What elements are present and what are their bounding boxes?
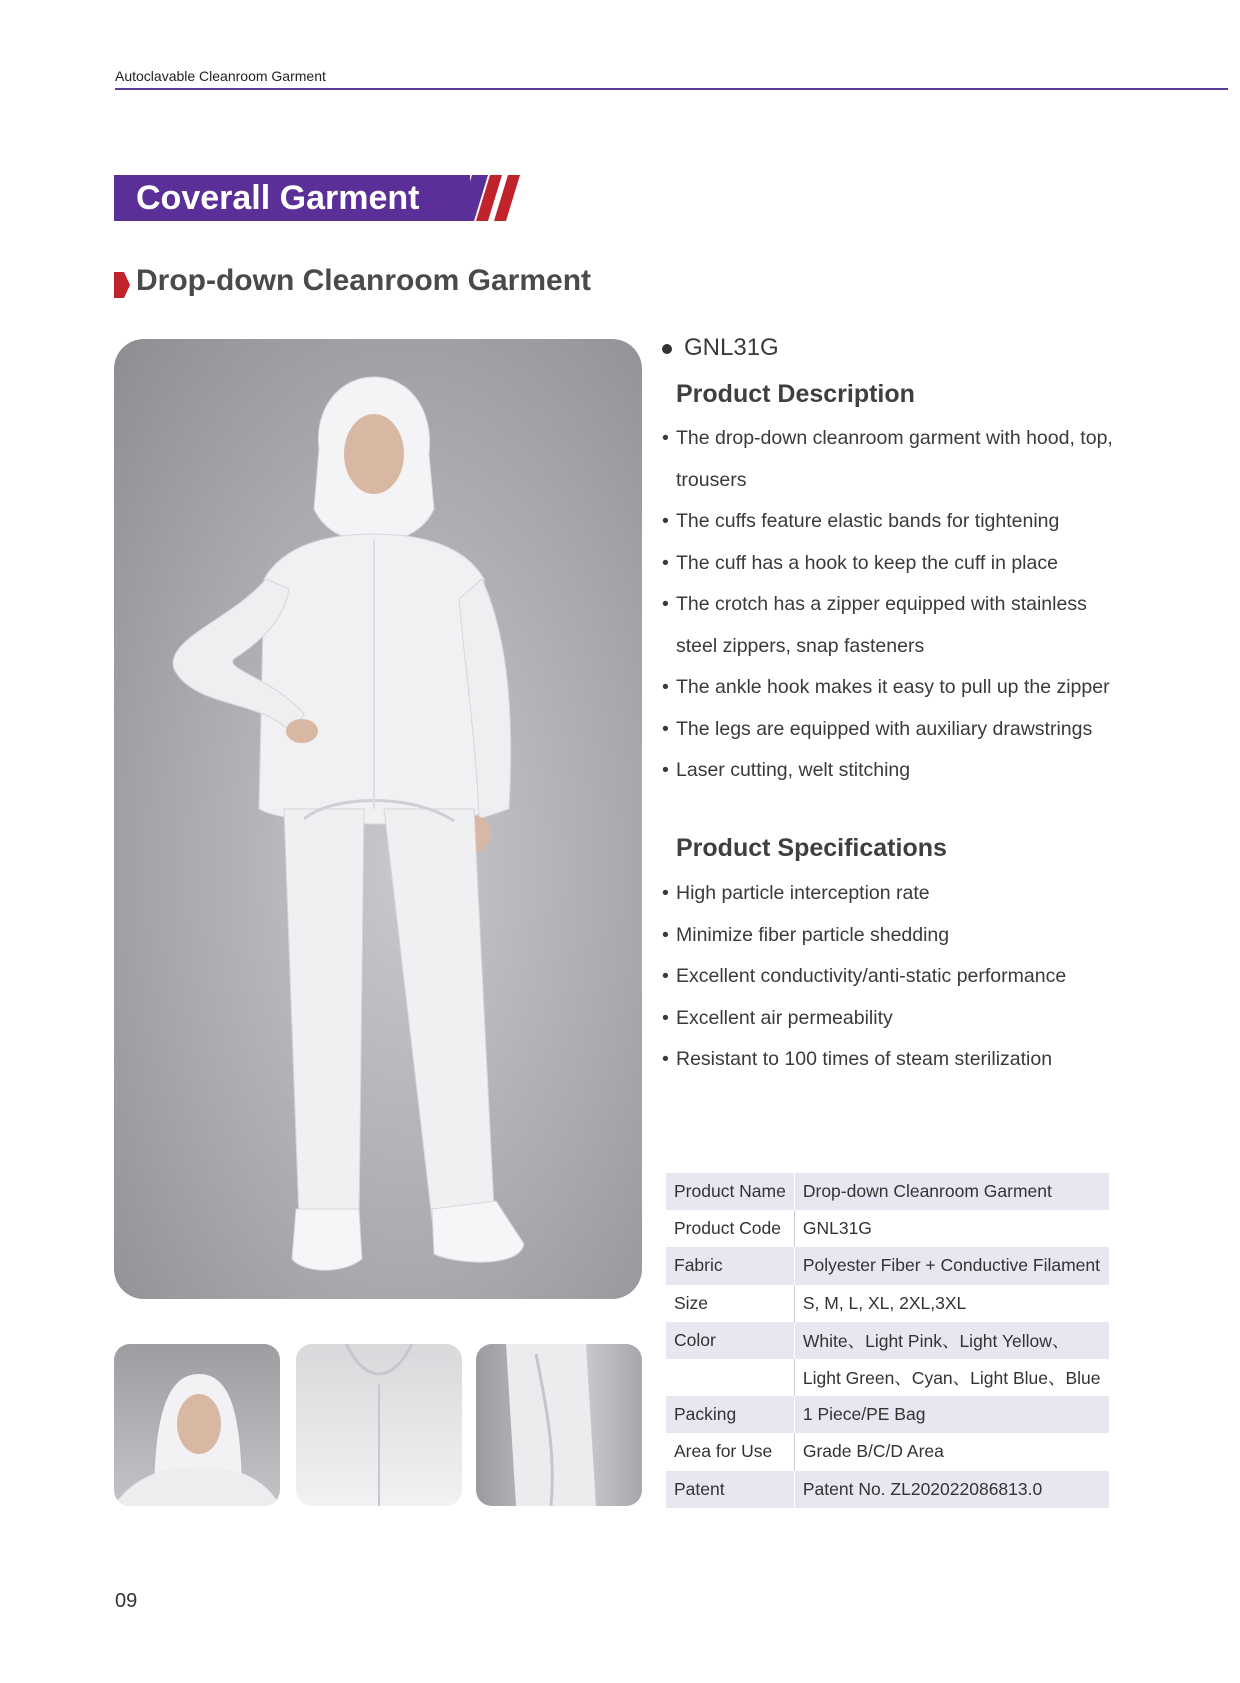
product-code-bullet (662, 344, 672, 354)
specifications-heading: Product Specifications (676, 834, 947, 862)
header-rule (115, 88, 1228, 90)
zipper-detail-graphic (296, 1344, 462, 1506)
table-key: Packing (666, 1396, 794, 1433)
table-key: Area for Use (666, 1433, 794, 1470)
coverall-figure (114, 339, 642, 1299)
table-value: S, M, L, XL, 2XL,3XL (802, 1292, 967, 1313)
table-key: Fabric (666, 1247, 794, 1284)
thumbnail-leg-detail (476, 1344, 642, 1506)
hood-detail-graphic (114, 1344, 280, 1506)
table-value: 1 Piece/PE Bag (794, 1396, 1108, 1433)
description-item: • The cuff has a hook to keep the cuff in place (662, 543, 1113, 585)
description-item: • The drop-down cleanroom garment with hood, top, (662, 418, 1113, 460)
product-code: GNL31G (684, 334, 779, 361)
description-item: • The legs are equipped with auxiliary drawstrings (662, 709, 1113, 751)
table-value: Polyester Fiber + Conductive Filament (794, 1247, 1108, 1284)
table-row (666, 1173, 1109, 1210)
description-item-continuation: steel zippers, snap fasteners (676, 634, 925, 657)
description-heading: Product Description (676, 380, 915, 408)
page-number: 09 (115, 1590, 138, 1612)
table-value: Light Green、Cyan、Light Blue、Blue (802, 1368, 1101, 1389)
table-value: Grade B/C/D Area (802, 1441, 944, 1462)
table-row (666, 1471, 1109, 1508)
table-row (666, 1247, 1109, 1284)
main-product-photo (114, 339, 642, 1299)
table-key: Color (666, 1322, 794, 1359)
description-list (662, 418, 1113, 792)
table-key: Size (666, 1285, 794, 1322)
specifications-list (662, 873, 1066, 1081)
table-row (666, 1433, 1109, 1470)
table-key: Product Code (666, 1210, 794, 1247)
table-value: Drop-down Cleanroom Garment (794, 1173, 1108, 1210)
thumbnail-zipper-detail (296, 1344, 462, 1506)
thumbnail-hood-detail (114, 1344, 280, 1506)
table-value: GNL31G (802, 1218, 872, 1239)
description-item: • The cuffs feature elastic bands for tightening (662, 501, 1113, 543)
table-row (666, 1396, 1109, 1433)
specification-item: • Excellent conductivity/anti-static performance (662, 956, 1066, 998)
description-item: • Laser cutting, welt stitching (662, 750, 1113, 792)
table-row (666, 1322, 1109, 1359)
subtitle-marker-icon (114, 272, 130, 298)
description-item-continuation: trousers (676, 468, 747, 491)
banner-title: Coverall Garment (136, 179, 420, 217)
section-banner (114, 175, 470, 221)
specification-item: • Minimize fiber particle shedding (662, 915, 1066, 957)
product-subtitle: Drop-down Cleanroom Garment (136, 264, 592, 297)
table-key (666, 1359, 794, 1396)
specification-item: • Resistant to 100 times of steam sterilization (662, 1039, 1066, 1081)
table-value: Patent No. ZL202022086813.0 (794, 1471, 1108, 1508)
specification-item: • Excellent air permeability (662, 998, 1066, 1040)
table-key: Patent (666, 1471, 794, 1508)
description-item: • The ankle hook makes it easy to pull up the zipper (662, 667, 1113, 709)
specification-item: • High particle interception rate (662, 873, 1066, 915)
running-header: Autoclavable Cleanroom Garment (115, 68, 326, 84)
table-row (666, 1285, 1109, 1322)
table-value: White、Light Pink、Light Yellow、 (794, 1322, 1108, 1359)
leg-detail-graphic (476, 1344, 642, 1506)
table-row (666, 1359, 1109, 1396)
table-row (666, 1210, 1109, 1247)
description-item: • The crotch has a zipper equipped with stainless (662, 584, 1113, 626)
banner-slash-decoration (458, 175, 530, 221)
product-spec-table (666, 1173, 1109, 1508)
table-key: Product Name (666, 1173, 794, 1210)
